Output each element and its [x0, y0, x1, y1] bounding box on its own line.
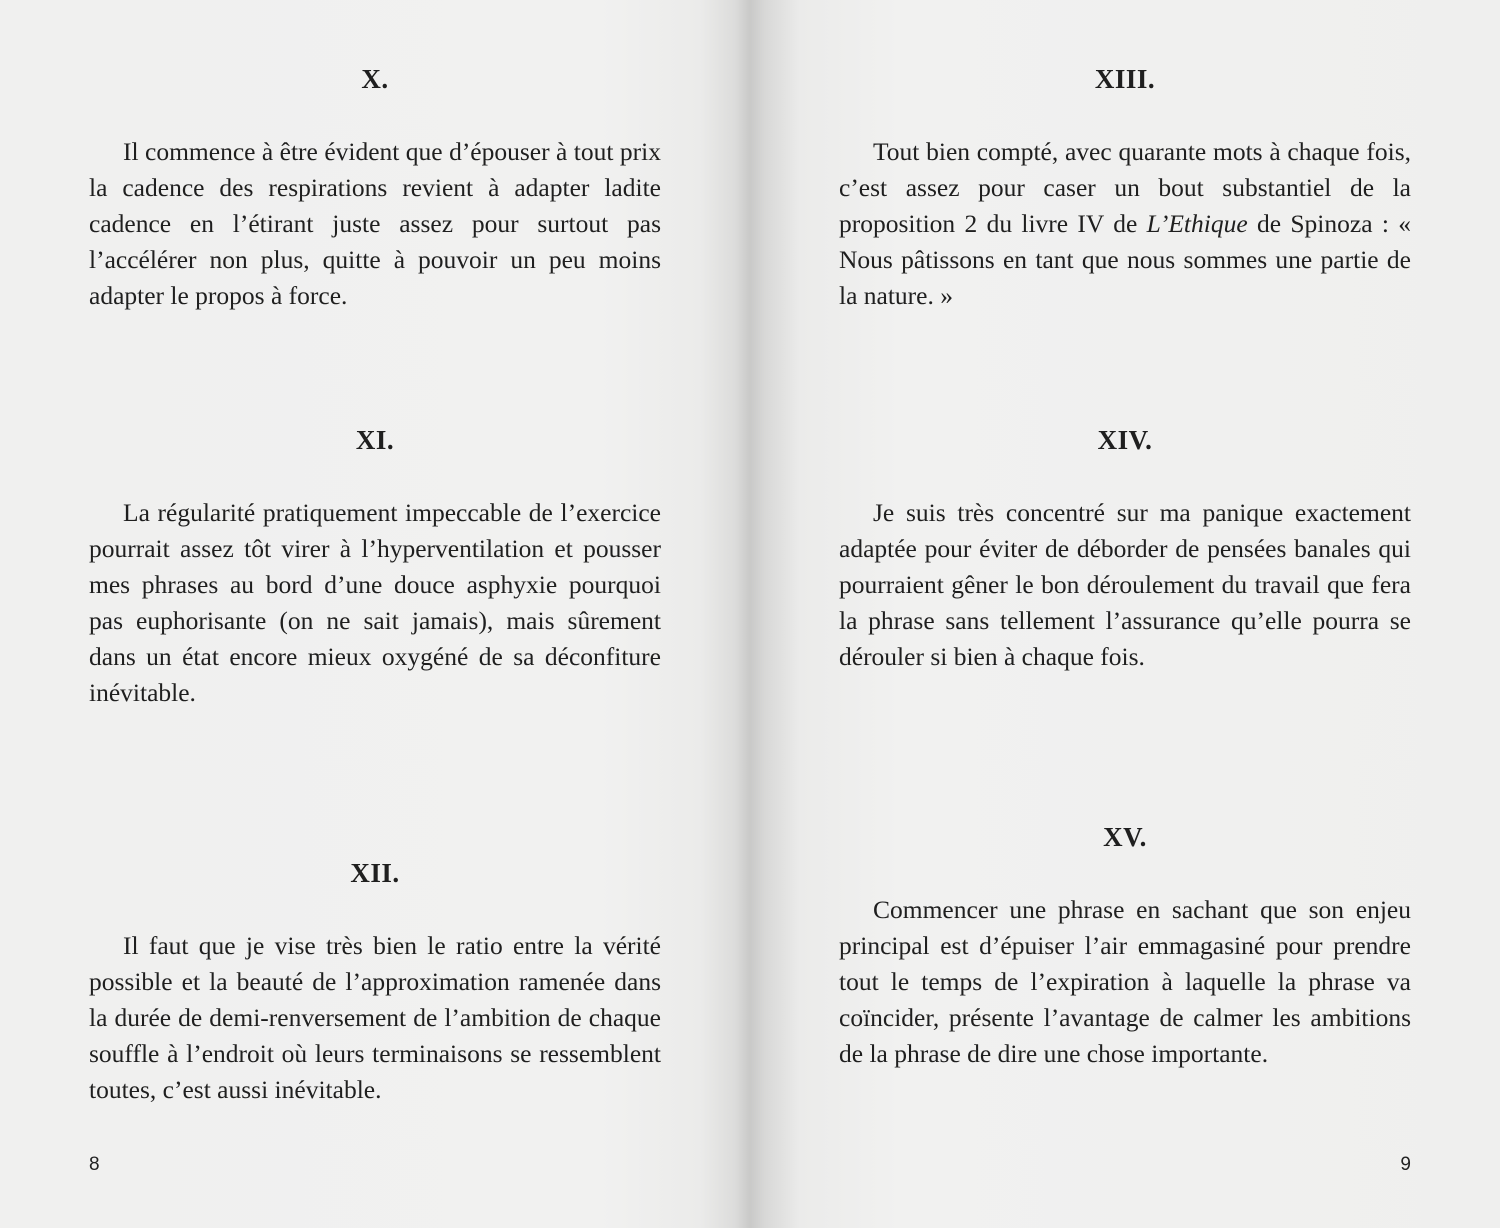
section-text: [839, 134, 1411, 314]
section-xv: [839, 822, 1411, 1072]
section-heading: XI.: [355, 425, 395, 455]
section-text-end: de Spinoza : « Nous pâtissons en tant que nous sommes une partie de la nature. »: [839, 209, 1411, 311]
section-text: Il faut que je vise très bien le ratio entre la vérité possible et la beauté de l’approximation ramenée dans la durée de demi-renversement de l’ambition de chaque souffle à l’endroit où leurs terminaisons se ressemblent toutes, c’est aussi inévitable.: [89, 931, 661, 1105]
page-number: 8: [89, 1154, 100, 1175]
section-xiii: [839, 64, 1411, 314]
section-heading: XII.: [350, 858, 400, 888]
section-xi: [89, 425, 661, 712]
book-title: L’Ethique: [1146, 209, 1248, 239]
right-page: [750, 0, 1500, 1228]
section-text: Il commence à être évident que d’épouser à tout prix la cadence des respirations revient à adapter ladite cadence en l’étirant juste assez pour surtout pas l’accélérer non plus, quitte à pouvoir un peu moins adapter le propos à force.: [89, 137, 661, 311]
section-text-start: Tout bien compté, avec quarante mots à chaque fois, c’est assez pour caser un bout substantiel de la proposition 2 du livre IV de: [839, 137, 1411, 239]
section-heading: X.: [361, 64, 389, 94]
section-text: Commencer une phrase en sachant que son enjeu principal est d’épuiser l’air emmagasiné pour prendre tout le temps de l’expiration à laquelle la phrase va coïncider, présente l’avantage de calmer les ambitions de la phrase de dire une chose importante.: [839, 895, 1411, 1069]
section-heading: XV.: [1103, 822, 1147, 852]
section-text: Je suis très concentré sur ma panique exactement adaptée pour éviter de déborder de pensées banales qui pourraient gêner le bon déroulement du travail que fera la phrase sans tellement l’assurance qu’elle pourra se dérouler si bien à chaque fois.: [839, 498, 1411, 672]
section-xiv: [839, 425, 1411, 675]
section-x: [89, 64, 661, 314]
section-text: La régularité pratiquement impeccable de l’exercice pourrait assez tôt virer à l’hyperventilation et pousser mes phrases au bord d’une douce asphyxie pourquoi pas euphorisante (on ne sait jamais), mais sûrement dans un état encore mieux oxygéné de sa déconfiture inévitable.: [89, 498, 661, 708]
section-heading: XIII.: [1094, 64, 1156, 94]
section-heading: XIV.: [1097, 425, 1153, 455]
section-xii: [89, 858, 661, 1108]
page-number: 9: [1400, 1154, 1411, 1175]
